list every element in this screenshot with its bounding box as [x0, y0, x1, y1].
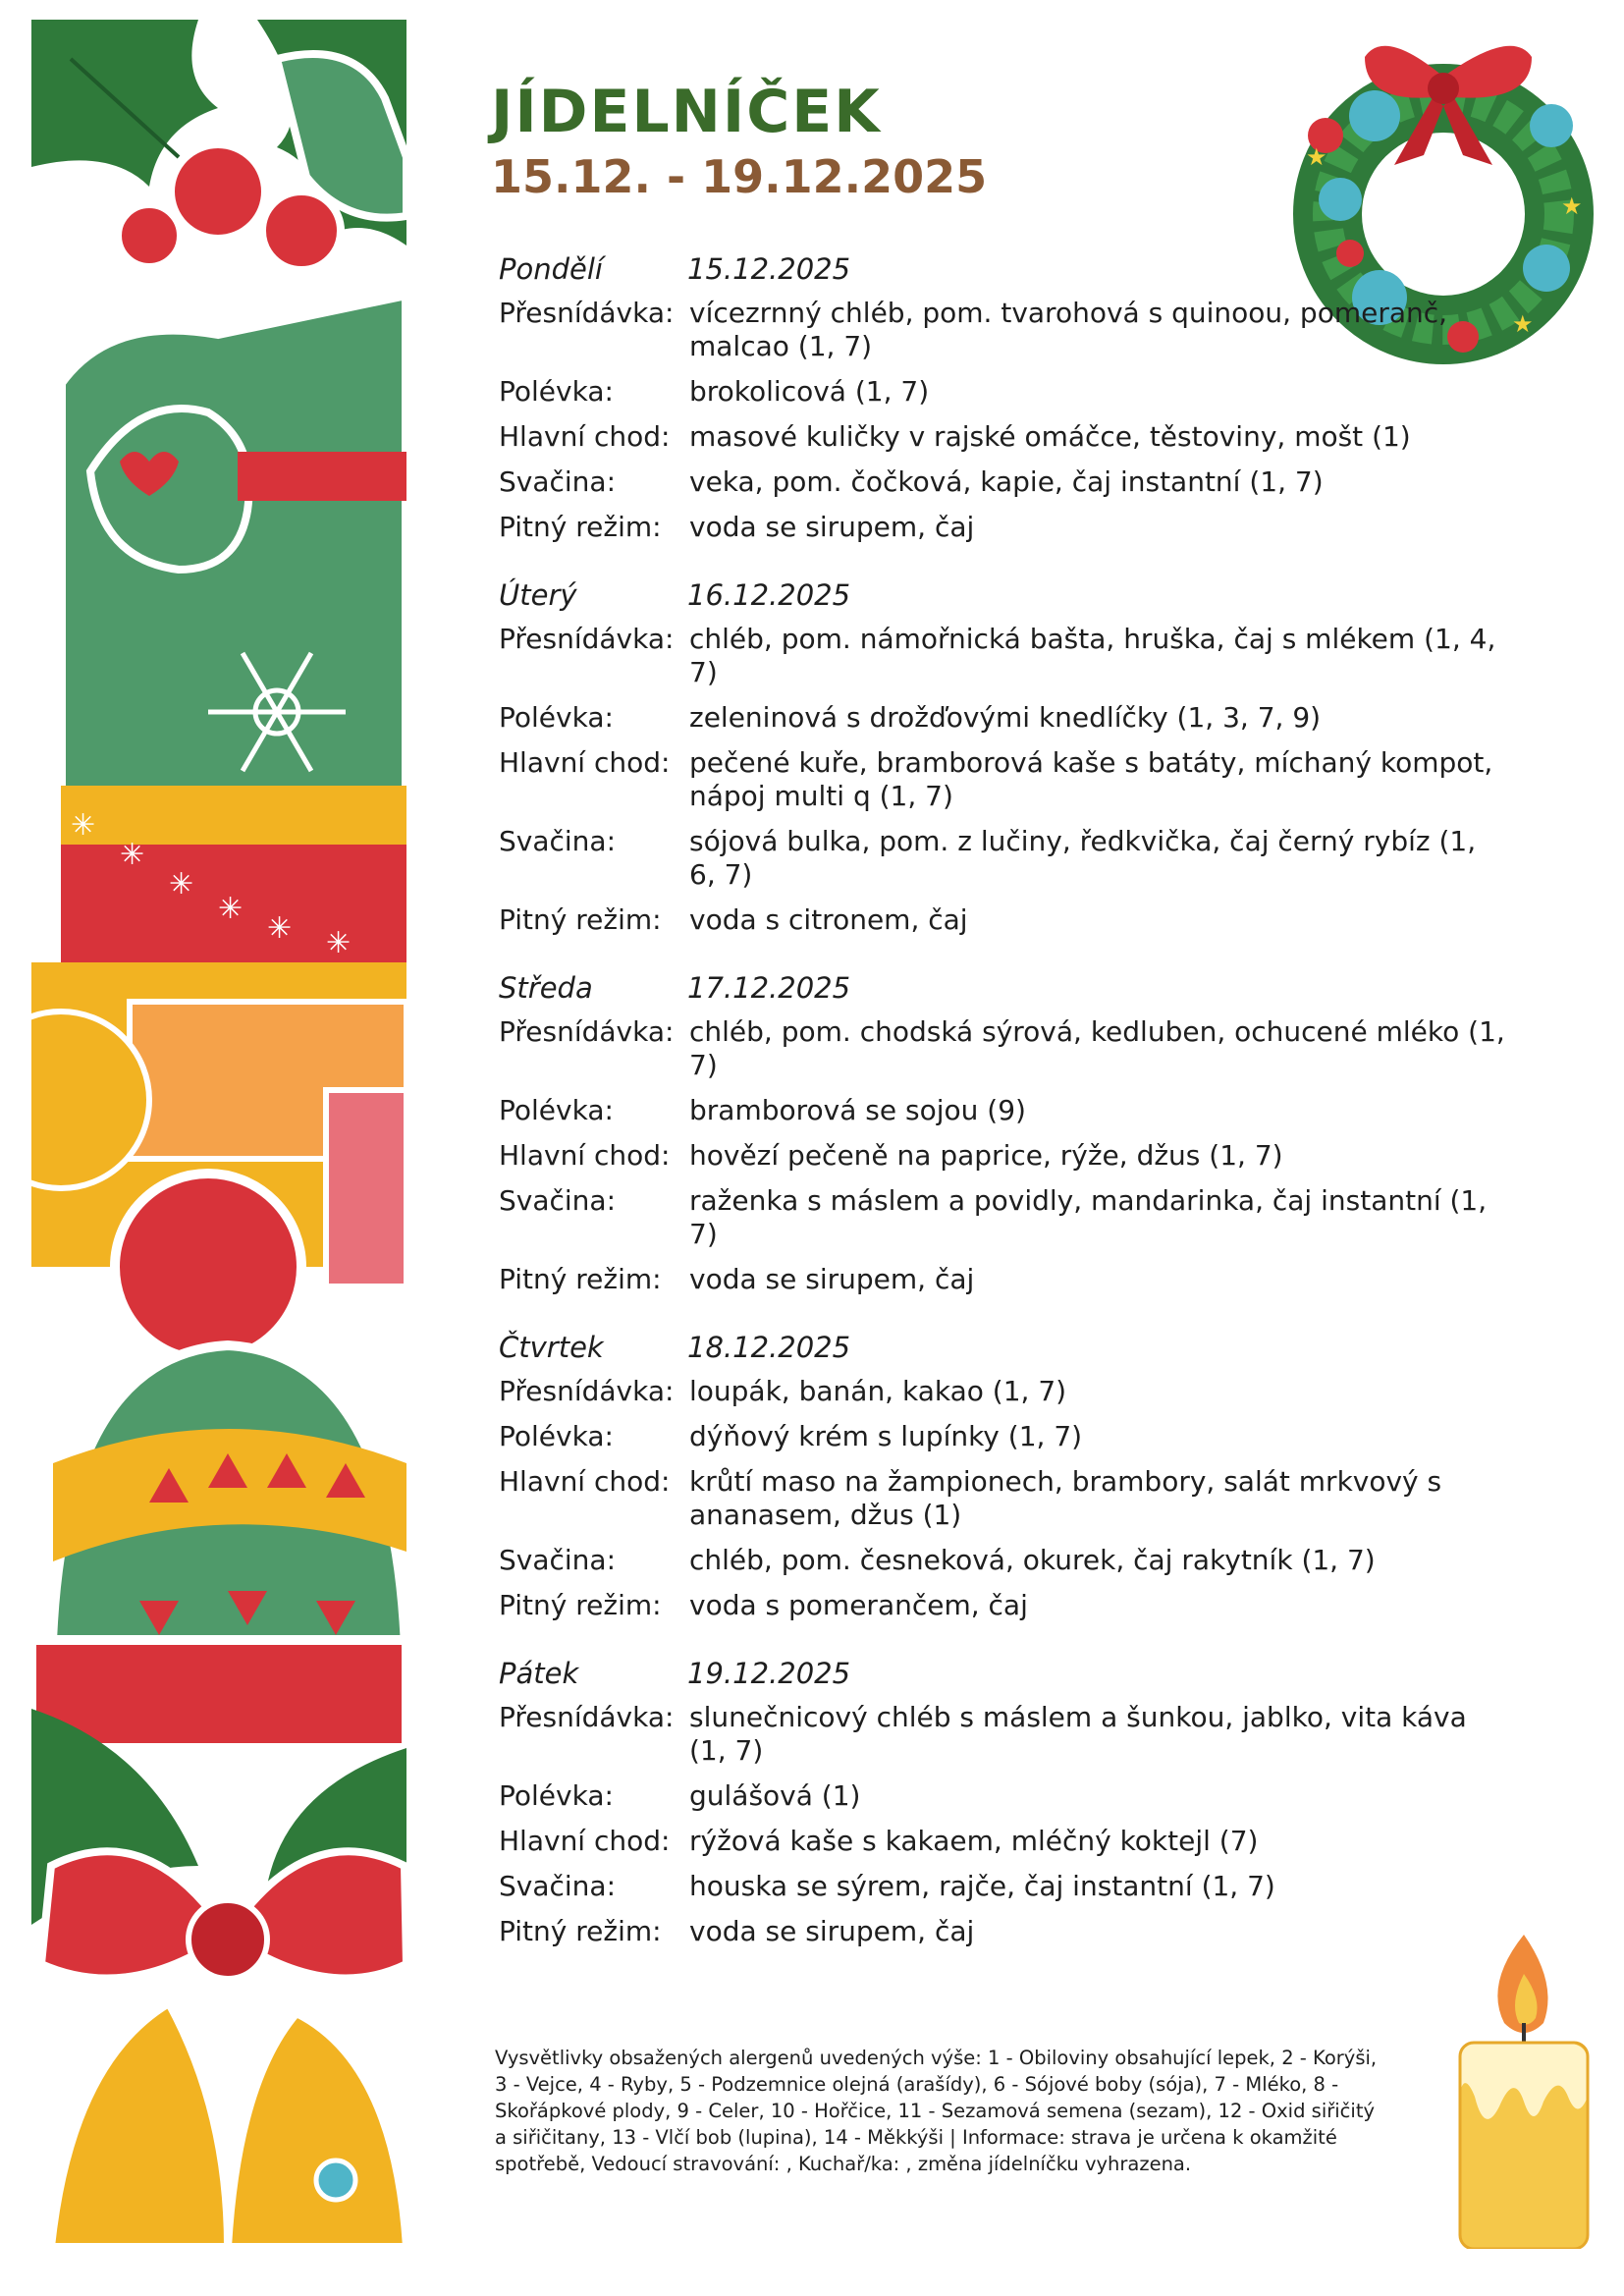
meal-value: gulášová (1)	[689, 1779, 861, 1812]
meal-value: chléb, pom. česneková, okurek, čaj rakytník (1, 7)	[689, 1544, 1376, 1576]
meal-row	[499, 465, 1510, 499]
svg-text:✳: ✳	[120, 838, 145, 872]
meal-value: krůtí maso na žampionech, brambory, salát mrkvový s ananasem, džus (1)	[689, 1465, 1442, 1531]
meal-row	[499, 903, 1510, 937]
meal-value: rýžová kaše s kakaem, mléčný koktejl (7)	[689, 1825, 1259, 1857]
meal-value: raženka s máslem a povidly, mandarinka, čaj instantní (1, 7)	[689, 1184, 1488, 1250]
svg-text:✳: ✳	[326, 926, 352, 960]
svg-text:✳: ✳	[169, 867, 194, 902]
meal-label: Polévka:	[499, 1420, 614, 1452]
meal-label: Přesnídávka:	[499, 297, 675, 329]
meal-label: Přesnídávka:	[499, 1015, 675, 1048]
meal-value: hovězí pečeně na paprice, rýže, džus (1, 7)	[689, 1139, 1283, 1172]
meal-label: Hlavní chod:	[499, 746, 671, 779]
meal-row	[499, 1139, 1510, 1173]
christmas-border-icon	[31, 20, 406, 2247]
meal-value: loupák, banán, kakao (1, 7)	[689, 1375, 1067, 1407]
meal-row	[499, 746, 1510, 813]
meal-value: sójová bulka, pom. z lučiny, ředkvička, čaj černý rybíz (1, 6, 7)	[689, 825, 1477, 891]
meal-row	[499, 701, 1510, 735]
meal-row	[499, 1094, 1510, 1127]
page-title: JÍDELNÍČEK	[491, 78, 882, 146]
meal-row	[499, 1589, 1510, 1622]
meal-label: Hlavní chod:	[499, 1465, 671, 1498]
week-range: 15.12. - 19.12.2025	[491, 150, 988, 203]
meal-value: masové kuličky v rajské omáčce, těstoviny, mošt (1)	[689, 420, 1411, 453]
day-name: Pondělí	[499, 252, 603, 286]
meal-row	[499, 1825, 1510, 1858]
day-date: 19.12.2025	[687, 1657, 851, 1690]
svg-text:✳: ✳	[71, 808, 96, 843]
meal-value: voda s pomerančem, čaj	[689, 1589, 1028, 1621]
day-friday	[499, 1652, 1510, 1948]
svg-text:★: ★	[1306, 143, 1327, 171]
meal-value: pečené kuře, bramborová kaše s batáty, míchaný kompot, nápoj multi q (1, 7)	[689, 746, 1493, 812]
weekly-menu	[499, 247, 1510, 1978]
meal-row	[499, 375, 1510, 409]
meal-label: Svačina:	[499, 1544, 617, 1576]
meal-label: Pitný režim:	[499, 903, 662, 936]
meal-label: Přesnídávka:	[499, 1701, 675, 1733]
meal-label: Přesnídávka:	[499, 623, 675, 655]
meal-label: Svačina:	[499, 1184, 617, 1217]
meal-row	[499, 297, 1510, 363]
day-tuesday	[499, 574, 1510, 937]
meal-row	[499, 511, 1510, 544]
day-name: Pátek	[499, 1657, 579, 1690]
meal-value: bramborová se sojou (9)	[689, 1094, 1026, 1126]
meal-label: Hlavní chod:	[499, 1139, 671, 1172]
svg-text:✳: ✳	[267, 911, 293, 946]
day-date: 18.12.2025	[687, 1331, 851, 1364]
meal-row	[499, 1015, 1510, 1082]
meal-label: Polévka:	[499, 1094, 614, 1126]
meal-value: zeleninová s drožďovými knedlíčky (1, 3, 7, 9)	[689, 701, 1322, 734]
meal-row	[499, 623, 1510, 689]
meal-label: Pitný režim:	[499, 1589, 662, 1621]
meal-label: Polévka:	[499, 1779, 614, 1812]
meal-value: brokolicová (1, 7)	[689, 375, 930, 408]
meal-label: Přesnídávka:	[499, 1375, 675, 1407]
meal-value: chléb, pom. námořnická bašta, hruška, čaj s mlékem (1, 4, 7)	[689, 623, 1496, 688]
day-name: Úterý	[499, 578, 577, 612]
meal-value: voda se sirupem, čaj	[689, 1915, 975, 1947]
meal-value: vícezrnný chléb, pom. tvarohová s quinoou, pomeranč, malcao (1, 7)	[689, 297, 1448, 362]
day-date: 17.12.2025	[687, 971, 851, 1005]
meal-label: Svačina:	[499, 465, 617, 498]
meal-label: Svačina:	[499, 1870, 617, 1902]
meal-row	[499, 1701, 1510, 1768]
meal-row	[499, 1779, 1510, 1813]
day-name: Čtvrtek	[499, 1331, 604, 1364]
meal-label: Pitný režim:	[499, 1915, 662, 1947]
meal-value: voda s citronem, čaj	[689, 903, 968, 936]
meal-row	[499, 825, 1510, 892]
meal-value: veka, pom. čočková, kapie, čaj instantní (1, 7)	[689, 465, 1324, 498]
meal-row	[499, 1420, 1510, 1453]
meal-row	[499, 1375, 1510, 1408]
meal-row	[499, 1544, 1510, 1577]
meal-row	[499, 1870, 1510, 1903]
day-monday	[499, 247, 1510, 544]
meal-row	[499, 420, 1510, 454]
meal-value: slunečnicový chléb s máslem a šunkou, jablko, vita káva (1, 7)	[689, 1701, 1467, 1767]
svg-text:★: ★	[1512, 310, 1534, 338]
meal-row	[499, 1184, 1510, 1251]
allergen-legend: Vysvětlivky obsažených alergenů uvedených výše: 1 - Obiloviny obsahující lepek, 2 - Korýši, 3 - Vejce, 4 - Ryby, 5 - Podzemnice olejná (arašídy), 6 - Sójové boby (sója), 7 - Mléko, 8 - Skořápkové plody, 9 - Celer, 10 - Hořčice, 11 - Sezamová semena (sezam), 12 - Oxid siřičitý a siřičitany, 13 - Vlčí bob (lupina), 14 - Měkkýši | Informace: strava je určena k okamžité spotřebě, Vedoucí stravování: , Kuchař/ka: , změna jídelníčku vyhrazena.	[495, 2047, 1378, 2175]
day-name: Středa	[499, 971, 593, 1005]
meal-row	[499, 1915, 1510, 1948]
day-wednesday	[499, 966, 1510, 1296]
meal-row	[499, 1263, 1510, 1296]
meal-value: dýňový krém s lupínky (1, 7)	[689, 1420, 1083, 1452]
day-date: 15.12.2025	[687, 252, 851, 286]
meal-value: chléb, pom. chodská sýrová, kedluben, ochucené mléko (1, 7)	[689, 1015, 1505, 1081]
svg-text:★: ★	[1561, 192, 1583, 220]
day-date: 16.12.2025	[687, 578, 851, 612]
meal-row	[499, 1465, 1510, 1532]
meal-label: Pitný režim:	[499, 511, 662, 543]
meal-label: Pitný režim:	[499, 1263, 662, 1295]
meal-value: voda se sirupem, čaj	[689, 1263, 975, 1295]
meal-label: Polévka:	[499, 375, 614, 408]
meal-label: Hlavní chod:	[499, 1825, 671, 1857]
meal-value: houska se sýrem, rajče, čaj instantní (1, 7)	[689, 1870, 1275, 1902]
meal-label: Hlavní chod:	[499, 420, 671, 453]
svg-text:✳: ✳	[218, 892, 244, 926]
meal-value: voda se sirupem, čaj	[689, 511, 975, 543]
meal-label: Polévka:	[499, 701, 614, 734]
meal-label: Svačina:	[499, 825, 617, 857]
day-thursday	[499, 1326, 1510, 1622]
